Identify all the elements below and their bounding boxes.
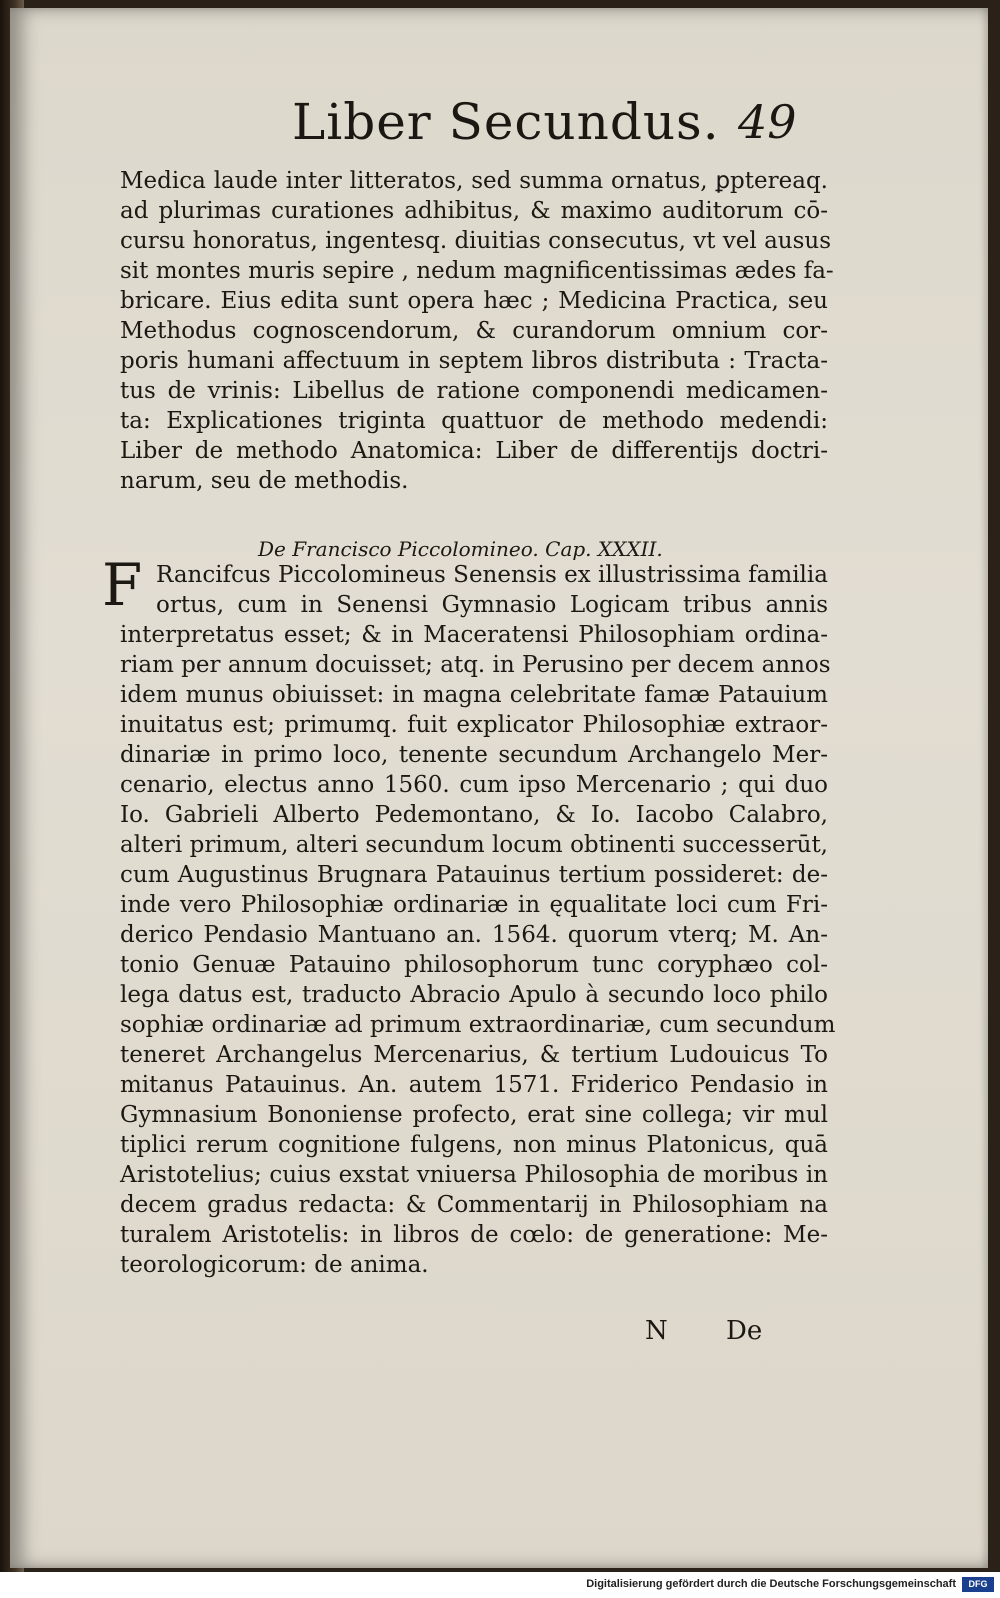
text-line: derico Pendasio Mantuano an. 1564. quorum vterq; M. An- [120, 922, 828, 948]
text-line: teneret Archangelus Mercenarius, & tertium Ludouicus To [120, 1042, 828, 1068]
text-line: alteri primum, alteri secundum locum obtinenti successerūt, [120, 832, 828, 858]
text-line: cum Augustinus Brugnara Patauinus tertium possideret: de- [120, 862, 828, 888]
text-line: dinariæ in primo loco, tenente secundum Archangelo Mer- [120, 742, 828, 768]
digitization-footer [0, 1572, 1000, 1598]
text-line: lega datus est, traducto Abracio Apulo à secundo loco philo [120, 982, 828, 1008]
text-line: ortus, cum in Senensi Gymnasio Logicam tribus annis [156, 592, 828, 618]
catchword: De [726, 1316, 763, 1346]
text-line: cursu honoratus, ingentesq. diuitias consecutus, vt vel ausus [120, 228, 832, 254]
text-line: turalem Aristotelis: in libros de cœlo: de generatione: Me- [120, 1222, 828, 1248]
page-number: 49 [738, 95, 797, 149]
text-line: mitanus Patauinus. An. autem 1571. Friderico Pendasio in [120, 1072, 828, 1098]
drop-cap: F [102, 551, 143, 619]
text-line: Methodus cognoscendorum, & curandorum omnium cor- [120, 318, 828, 344]
text-line: bricare. Eius edita sunt opera hæc ; Medicina Practica, seu [120, 288, 828, 314]
text-line: interpretatus esset; & in Maceratensi Philosophiam ordina- [120, 622, 828, 648]
text-line: inde vero Philosophiæ ordinariæ in ęqualitate loci cum Fri- [120, 892, 828, 918]
text-line: teorologicorum: de anima. [120, 1252, 429, 1278]
text-line: Gymnasium Bononiense profecto, erat sine collega; vir mul [120, 1102, 828, 1128]
text-line: riam per annum docuisset; atq. in Perusino per decem annos [120, 652, 831, 678]
text-line: Medica laude inter litteratos, sed summa ornatus, ꝑptereaq. [120, 168, 828, 194]
running-title: Liber Secundus. [292, 93, 720, 151]
chapter-heading: De Francisco Piccolomineo. Cap. XXXII. [258, 537, 663, 561]
signature-mark: N [645, 1316, 668, 1346]
text-line: decem gradus redacta: & Commentarij in Philosophiam na [120, 1192, 828, 1218]
text-line: Io. Gabrieli Alberto Pedemontano, & Io. Iacobo Calabro, [120, 802, 828, 828]
chapter-paragraph [120, 560, 836, 1280]
paragraph-continued [120, 166, 834, 496]
text-line: sophiæ ordinariæ ad primum extraordinariæ, cum secundum [120, 1012, 836, 1038]
text-line: inuitatus est; primumq. fuit explicator Philosophiæ extraor- [120, 712, 828, 738]
text-line: sit montes muris sepire , nedum magnificentissimas ædes fa- [120, 258, 834, 284]
text-line: ad plurimas curationes adhibitus, & maximo auditorum cō- [120, 198, 828, 224]
text-line: narum, seu de methodis. [120, 468, 409, 494]
text-line: Aristotelius; cuius exstat vniuersa Philosophia de moribus in [120, 1162, 828, 1188]
text-line: Liber de methodo Anatomica: Liber de differentijs doctri- [120, 438, 828, 464]
text-line: poris humani affectuum in septem libros distributa : Tracta- [120, 348, 828, 374]
text-line: idem munus obiuisset: in magna celebritate famæ Patauium [120, 682, 828, 708]
text-line: tiplici rerum cognitione fulgens, non minus Platonicus, quā [120, 1132, 828, 1158]
funding-credit: Digitalisierung gefördert durch die Deutsche Forschungsgemeinschaft [586, 1578, 956, 1590]
page-header [10, 93, 988, 163]
book-page [10, 8, 988, 1568]
text-line: Rancifcus Piccolomineus Senensis ex illustrissima familia [156, 562, 828, 588]
text-line: ta: Explicationes triginta quattuor de methodo medendi: [120, 408, 828, 434]
text-line: cenario, electus anno 1560. cum ipso Mercenario ; qui duo [120, 772, 828, 798]
dfg-logo: DFG [962, 1577, 994, 1592]
text-line: tonio Genuæ Patauino philosophorum tunc coryphæo col- [120, 952, 828, 978]
text-line: tus de vrinis: Libellus de ratione componendi medicamen- [120, 378, 828, 404]
